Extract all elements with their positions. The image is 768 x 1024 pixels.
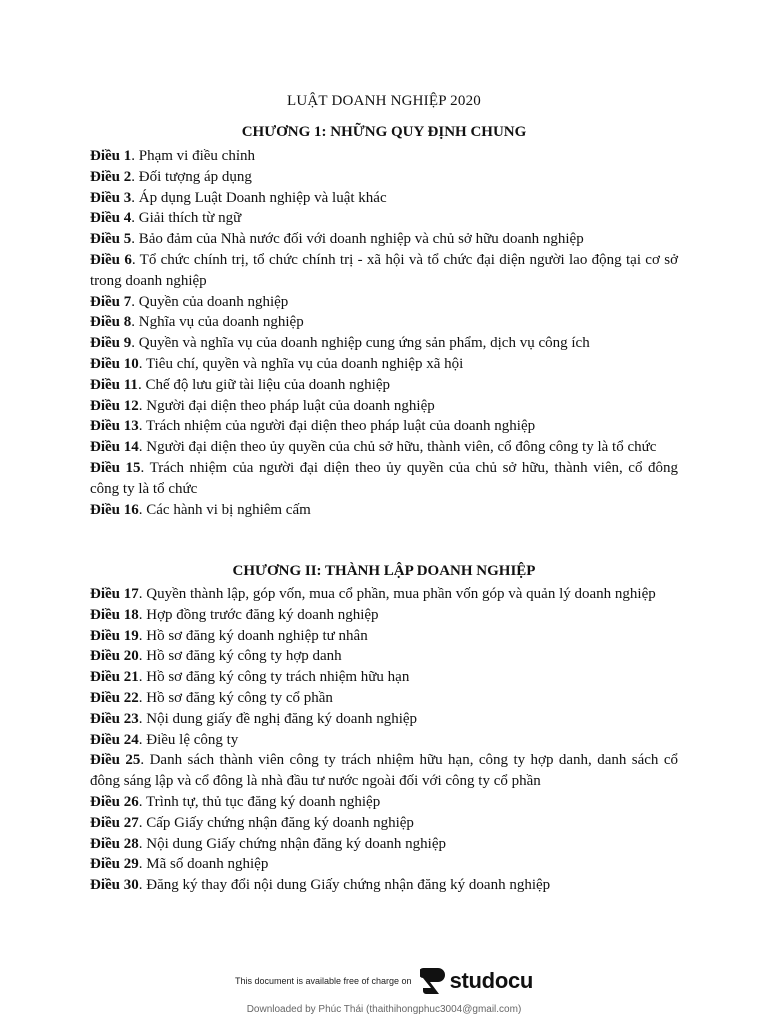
article-label: Điều 16 [90,501,139,518]
article-item [90,500,678,521]
page-title: LUẬT DOANH NGHIỆP 2020 [287,93,481,109]
article-item [90,646,678,667]
article-label: Điều 24 [90,731,139,748]
article-item [90,416,678,437]
article-title: . Phạm vi điều chỉnh [131,148,255,164]
article-label: Điều 18 [90,606,139,623]
article-label: Điều 25 [90,752,141,769]
article-title: . Đăng ký thay đổi nội dung Giấy chứng nhận đăng ký doanh nghiệp [138,877,551,894]
article-item [90,709,678,730]
article-item [90,813,678,834]
article-label: Điều 1 [90,148,132,164]
article-title: . Mã số doanh nghiệp [138,856,269,873]
studocu-brand-name: studocu [449,968,534,993]
article-label: Điều 15 [90,459,141,476]
article-label: Điều 29 [90,856,139,873]
chapter-heading-1: CHƯƠNG 1: NHỮNG QUY ĐỊNH CHUNG [241,124,527,140]
article-title: . Trình tự, thủ tục đăng ký doanh nghiệp [138,793,381,810]
article-item [90,730,678,751]
article-title: . Quyền của doanh nghiệp [131,293,289,310]
article-item [90,229,678,250]
article-title: . Bảo đảm của Nhà nước đối với doanh nghiệp và chủ sở hữu doanh nghiệp [131,231,584,248]
article-item [90,146,678,167]
article-label: Điều 9 [90,335,132,352]
article-title: . Người đại diện theo ủy quyền của chủ sở hữu, thành viên, cổ đông công ty là tổ chức [138,439,657,456]
article-item [90,584,678,605]
article-title: . Trách nhiệm của người đại diện theo ủy quyền của chủ sở hữu, thành viên, cổ đông công ty là tổ chức [90,459,679,497]
article-label: Điều 6 [90,251,132,268]
article-title: . Quyền thành lập, góp vốn, mua cổ phần, mua phần vốn góp và quản lý doanh nghiệp [138,586,656,602]
article-title: . Nội dung giấy đề nghị đăng ký doanh nghiệp [138,710,418,727]
article-item [90,688,678,709]
chapter-heading-2: CHƯƠNG II: THÀNH LẬP DOANH NGHIỆP [232,563,536,579]
article-item [90,333,678,354]
article-item [90,250,678,292]
article-item [90,458,678,500]
article-title: . Tổ chức chính trị, tổ chức chính trị - xã hội và tổ chức đại diện người lao động tại cơ sở trong doanh nghiệp [90,251,679,289]
article-label: Điều 22 [90,689,139,706]
article-label: Điều 5 [90,231,132,248]
article-label: Điều 20 [90,648,139,665]
article-label: Điều 10 [90,355,139,372]
article-title: . Điều lệ công ty [138,731,239,748]
article-label: Điều 30 [90,877,139,894]
article-title: . Chế độ lưu giữ tài liệu của doanh nghiệp [137,376,390,393]
article-label: Điều 11 [90,376,138,393]
article-item [90,396,678,417]
article-item [90,167,678,188]
article-label: Điều 27 [90,814,139,831]
article-label: Điều 3 [90,189,132,206]
article-label: Điều 21 [90,669,139,686]
article-label: Điều 28 [90,835,139,852]
article-item [90,437,678,458]
article-label: Điều 4 [90,210,132,227]
article-title: . Giải thích từ ngữ [131,210,242,227]
article-item [90,188,678,209]
article-label: Điều 8 [90,314,132,331]
article-title: . Danh sách thành viên công ty trách nhiệm hữu hạn, công ty hợp danh, danh sách cổ đông sáng lập và cổ đông là nhà đầu tư nước ngoài đối với công ty cổ phần [90,752,679,790]
article-item [90,750,678,792]
article-list-chapter-2 [90,584,678,896]
article-item [90,834,678,855]
article-item [90,354,678,375]
article-item [90,854,678,875]
article-title: . Hồ sơ đăng ký công ty trách nhiệm hữu hạn [138,669,410,686]
article-item [90,667,678,688]
footer-note: This document is available free of charge on [234,976,412,986]
article-label: Điều 12 [90,397,139,414]
studocu-logo-icon [420,966,446,996]
article-title: . Hợp đồng trước đăng ký doanh nghiệp [138,606,379,623]
article-item [90,605,678,626]
article-title: . Hồ sơ đăng ký công ty hợp danh [138,648,342,665]
article-title: . Áp dụng Luật Doanh nghiệp và luật khác [131,189,387,206]
footer-banner[interactable] [0,966,768,996]
article-item [90,875,678,896]
article-label: Điều 13 [90,418,139,435]
article-title: . Trách nhiệm của người đại diện theo pháp luật của doanh nghiệp [138,418,536,435]
article-label: Điều 7 [90,293,132,310]
article-item [90,312,678,333]
article-title: . Nội dung Giấy chứng nhận đăng ký doanh nghiệp [138,835,446,852]
download-note: Downloaded by Phúc Thái (thaithihongphuc3004@gmail.com) [246,1004,522,1015]
article-label: Điều 17 [90,586,139,602]
article-title: . Nghĩa vụ của doanh nghiệp [131,314,304,331]
article-title: . Hồ sơ đăng ký doanh nghiệp tư nhân [138,627,368,644]
article-item [90,792,678,813]
article-list-chapter-1 [90,146,678,520]
article-label: Điều 2 [90,168,132,185]
article-label: Điều 14 [90,439,139,456]
article-item [90,208,678,229]
article-title: . Hồ sơ đăng ký công ty cổ phần [138,689,333,706]
article-title: . Các hành vi bị nghiêm cấm [138,501,311,518]
article-title: . Cấp Giấy chứng nhận đăng ký doanh nghiệp [138,814,414,831]
article-title: . Tiêu chí, quyền và nghĩa vụ của doanh nghiệp xã hội [138,355,464,372]
article-item [90,375,678,396]
article-title: . Người đại diện theo pháp luật của doanh nghiệp [138,397,435,414]
article-title: . Đối tượng áp dụng [131,168,252,185]
article-item [90,292,678,313]
article-title: . Quyền và nghĩa vụ của doanh nghiệp cung ứng sản phẩm, dịch vụ công ích [131,335,590,352]
article-item [90,626,678,647]
article-label: Điều 23 [90,710,139,727]
article-label: Điều 26 [90,793,139,810]
studocu-brand-link[interactable] [420,966,533,996]
article-label: Điều 19 [90,627,139,644]
